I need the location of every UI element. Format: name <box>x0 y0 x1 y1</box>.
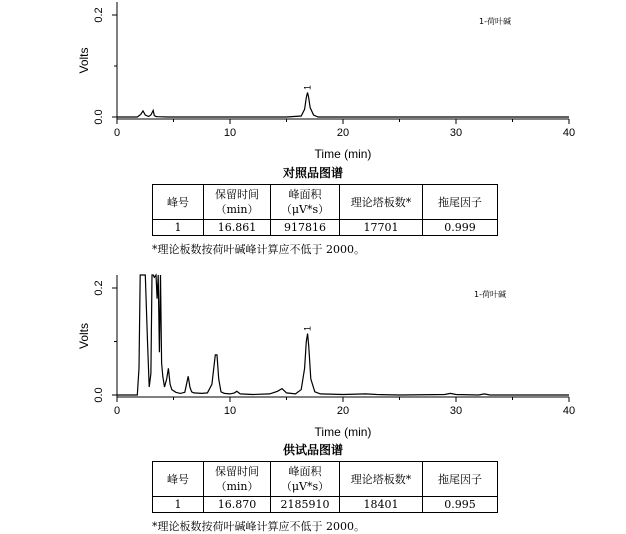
header-peak-no: 峰号 <box>153 462 204 497</box>
table-row <box>153 220 498 236</box>
chart-2-note: *理论板数按荷叶碱峰计算应不低于 2000。 <box>152 520 365 533</box>
chart-1-caption: 对照品图谱 <box>282 166 343 180</box>
c1-series-0-trace <box>117 93 569 118</box>
c1-x-tick-label: 0 <box>113 127 121 139</box>
chart-1-note: *理论板数按荷叶碱峰计算应不低于 2000。 <box>152 243 365 256</box>
table-row <box>153 497 498 513</box>
chart-2-result-table <box>152 461 498 513</box>
c2-peak-label: 1 <box>302 325 313 331</box>
header-peak-area: 峰面积 （μV*s） <box>271 462 340 497</box>
header-peak-area: 峰面积 （μV*s） <box>271 185 340 220</box>
c2-y-tick-label: 0.0 <box>93 387 105 403</box>
header-peak-no: 峰号 <box>153 185 204 220</box>
c2-y-tick-label: 0.2 <box>93 280 105 296</box>
c2-x-tick-label: 30 <box>449 405 463 417</box>
c1-y-tick-label: 0.2 <box>93 7 105 23</box>
cell-peak-no: 1 <box>153 497 204 513</box>
cell-tailing-factor: 0.995 <box>423 497 498 513</box>
cell-peak-no: 1 <box>153 220 204 236</box>
chart-1-result-table <box>152 184 498 236</box>
c1-y-tick-label: 0.0 <box>93 109 105 125</box>
c2-legend-text: 1-荷叶碱 <box>474 290 506 299</box>
chart-2-caption: 供试品图谱 <box>282 443 343 457</box>
header-retention-time: 保留时间 （min） <box>204 185 271 220</box>
c1-x-tick-label: 10 <box>223 127 237 139</box>
cell-tailing-factor: 0.999 <box>423 220 498 236</box>
c2-x-tick-label: 0 <box>113 405 121 417</box>
cell-plate-count: 18401 <box>340 497 423 513</box>
table-header-row <box>153 462 498 497</box>
header-plate-count: 理论塔板数* <box>340 185 423 220</box>
cell-retention-time: 16.861 <box>204 220 271 236</box>
c1-x-axis-label: Time (min) <box>314 147 372 161</box>
header-tailing-factor: 拖尾因子 <box>423 462 498 497</box>
c2-x-tick-label: 10 <box>223 405 237 417</box>
cell-plate-count: 17701 <box>340 220 423 236</box>
c1-x-tick-label: 30 <box>449 127 463 139</box>
header-tailing-factor: 拖尾因子 <box>423 185 498 220</box>
c2-x-tick-label: 40 <box>562 405 576 417</box>
header-retention-time: 保留时间 （min） <box>204 462 271 497</box>
c1-peak-label: 1 <box>302 85 313 91</box>
cell-peak-area: 2185910 <box>271 497 340 513</box>
cell-peak-area: 917816 <box>271 220 340 236</box>
c1-legend-text: 1-荷叶碱 <box>479 17 511 26</box>
header-plate-count: 理论塔板数* <box>340 462 423 497</box>
c1-x-tick-label: 40 <box>562 127 576 139</box>
c1-y-axis-label: Volts <box>77 47 91 74</box>
c2-x-axis-label: Time (min) <box>314 425 372 439</box>
c2-x-tick-label: 20 <box>336 405 350 417</box>
c1-x-tick-label: 20 <box>336 127 350 139</box>
table-header-row <box>153 185 498 220</box>
cell-retention-time: 16.870 <box>204 497 271 513</box>
c2-y-axis-label: Volts <box>77 322 91 350</box>
